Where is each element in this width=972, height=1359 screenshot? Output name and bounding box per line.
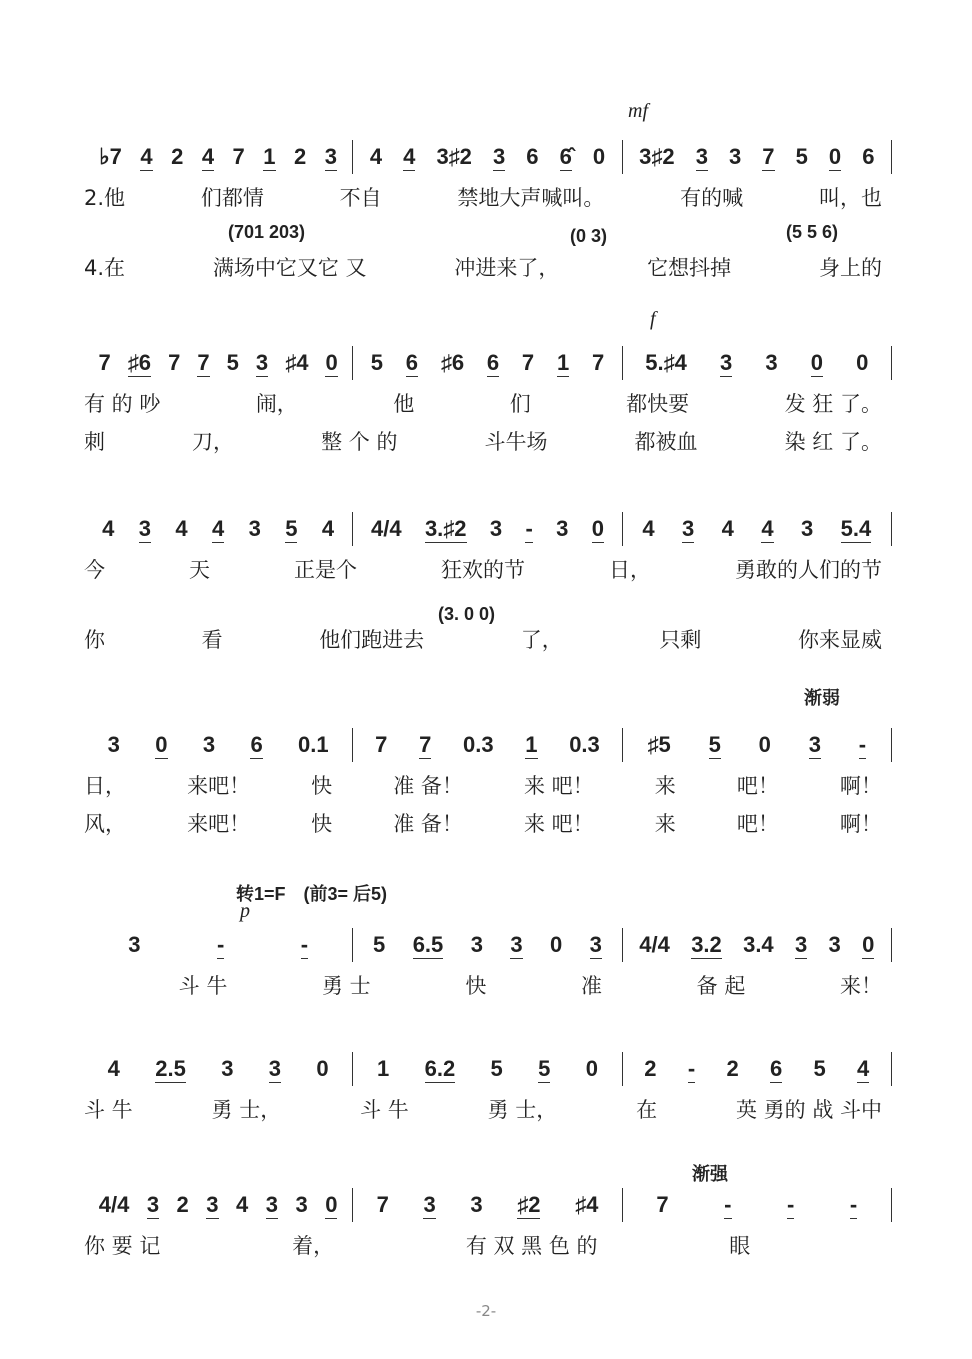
music-system <box>84 346 892 456</box>
lyrics-line <box>84 1094 892 1124</box>
note: 3.4 <box>743 932 774 957</box>
notes-line <box>84 1052 892 1086</box>
note: 0 <box>585 1056 598 1081</box>
notes-line <box>84 512 892 546</box>
lyric-word: 你 要 记 <box>84 1234 161 1258</box>
note: 3 <box>206 1191 219 1217</box>
lyric-word: 斗牛场 <box>484 430 548 454</box>
note: - <box>525 515 533 541</box>
music-system <box>84 1188 892 1260</box>
note: 6 <box>862 144 875 169</box>
lyric-word: 它想抖掉 <box>647 256 732 280</box>
note: - <box>216 931 225 957</box>
music-system <box>84 512 892 654</box>
lyric-word: 英 勇的 战 斗中 <box>735 1098 882 1122</box>
note: ♭7 <box>99 144 122 169</box>
lyric-word: 来 吧！ <box>524 774 594 798</box>
note: 1 <box>263 143 276 169</box>
note: 3 <box>295 1192 308 1217</box>
note: 2.5 <box>155 1055 186 1081</box>
note: 3 <box>248 516 261 541</box>
note: ♯5 <box>647 732 671 757</box>
music-system <box>84 140 892 282</box>
measure <box>353 1188 622 1222</box>
note: 4 <box>212 515 225 541</box>
annotation: 渐强 <box>692 1164 728 1184</box>
note: 4 <box>403 143 416 169</box>
notes-line <box>84 928 892 962</box>
measure <box>84 140 353 174</box>
lyric-word: 今 <box>84 558 105 582</box>
note: 1 <box>377 1056 390 1081</box>
note: 3 <box>808 731 821 757</box>
note: 4/4 <box>98 1192 130 1217</box>
lyric-word: 啊！ <box>839 774 882 798</box>
note: 7 <box>592 350 605 375</box>
lyric-word: 吧！ <box>736 812 779 836</box>
measure <box>623 140 892 174</box>
note: 0 <box>828 143 842 169</box>
note: 3 <box>265 1191 278 1217</box>
measure <box>353 140 622 174</box>
measure <box>353 346 622 380</box>
note: 5 <box>708 731 721 757</box>
lyric-word: 眼 <box>729 1234 751 1258</box>
note: 3 <box>146 1191 160 1217</box>
annotation: 渐弱 <box>804 688 840 708</box>
lyric-word: 染 红 了。 <box>784 430 882 454</box>
lyric-word: 禁地大声喊叫。 <box>457 186 605 210</box>
annotation: 转1=F (前3= 后5) <box>236 884 388 904</box>
note: 0.3 <box>463 732 494 757</box>
lyric-word: 来吧！ <box>187 812 251 836</box>
note: 0.1 <box>298 732 329 757</box>
note: 5.4 <box>840 515 872 541</box>
note: 6 <box>405 349 419 375</box>
note: 3 <box>470 1192 483 1217</box>
note: 3.2 <box>691 931 722 957</box>
lyric-word: 勇 士， <box>487 1098 558 1122</box>
lyric-word: 他 <box>393 392 415 416</box>
measure <box>84 928 353 962</box>
note: 3 <box>107 732 120 757</box>
music-system <box>84 1052 892 1124</box>
note: 3 <box>268 1055 282 1081</box>
lyric-word: 斗 牛 <box>178 974 228 998</box>
lyric-word: 发 狂 了。 <box>784 392 882 416</box>
note: 0 <box>155 731 168 757</box>
note: 4 <box>761 515 774 541</box>
note: 7 <box>197 349 210 375</box>
lyric-word: 准 <box>581 974 602 998</box>
lyric-word: 有 的 吵 <box>84 392 161 416</box>
lyric-word: 快 <box>311 774 333 798</box>
lyric-word: 都快要 <box>626 392 690 416</box>
lyric-word: 斗 牛 <box>84 1098 133 1122</box>
note: 3 <box>138 515 152 541</box>
note: ♯4 <box>575 1192 599 1217</box>
lyric-word: 着， <box>292 1234 335 1258</box>
note: 7 <box>762 143 775 169</box>
music-system <box>84 728 892 838</box>
note: 5 <box>490 1056 503 1081</box>
lyric-word: 只剩 <box>659 628 702 652</box>
note: 3 <box>423 1191 436 1217</box>
lyric-word: 来！ <box>840 974 882 998</box>
music-system <box>84 928 892 1000</box>
note: 2 <box>176 1192 189 1217</box>
note: ♯6 <box>440 350 465 375</box>
note: 4 <box>175 516 188 541</box>
lyric-word: 勇 士 <box>322 974 371 998</box>
measure <box>623 1052 892 1086</box>
note: 6 <box>486 349 500 375</box>
note: - <box>787 1191 795 1217</box>
note: 4 <box>369 144 383 169</box>
page-number: -2- <box>475 1302 497 1320</box>
lyrics-line <box>84 1230 892 1260</box>
note: 4 <box>321 516 335 541</box>
note: 5 <box>285 515 298 541</box>
lyric-word: 4.在 <box>84 256 126 280</box>
note: 7 <box>376 1192 389 1217</box>
lyric-word: 2.他 <box>84 186 126 210</box>
lyric-word: 都被血 <box>634 430 698 454</box>
lyric-word: 日， <box>609 558 651 582</box>
lyric-word: 正是个 <box>294 558 357 582</box>
note: 3 <box>510 931 523 957</box>
lyrics-line <box>84 426 892 456</box>
lyric-word: 有的喊 <box>680 186 744 210</box>
note: 5 <box>538 1055 551 1081</box>
note: 2 <box>294 144 307 169</box>
note: 5 <box>370 350 383 375</box>
note: 0 <box>856 350 869 375</box>
measure <box>353 1052 622 1086</box>
note: - <box>300 931 309 957</box>
lyric-word: 准 备！ <box>393 812 463 836</box>
lyric-word: 快 <box>311 812 333 836</box>
note: 3 <box>828 932 841 957</box>
note: 7 <box>521 350 535 375</box>
note: 2 <box>171 144 184 169</box>
note: 3 <box>589 931 602 957</box>
note: 3 <box>719 349 733 375</box>
lyrics-line <box>84 182 892 212</box>
lyric-word: 来吧！ <box>187 774 251 798</box>
notes-line <box>84 728 892 762</box>
lyric-word: 了， <box>520 628 563 652</box>
measure <box>84 1052 353 1086</box>
measure <box>623 1188 892 1222</box>
note: 5 <box>226 350 239 375</box>
note: 4 <box>201 143 215 169</box>
dynamic-marking: f <box>650 308 656 330</box>
note: 4/4 <box>639 932 670 957</box>
lyric-word: 他们跑进去 <box>319 628 425 652</box>
notes-line <box>84 140 892 174</box>
note: 0 <box>550 932 563 957</box>
note: 3 <box>729 144 742 169</box>
note: 7 <box>375 732 388 757</box>
measure <box>84 346 353 380</box>
note: - <box>849 1191 858 1217</box>
lyric-word: 有 双 黑 色 的 <box>465 1234 598 1258</box>
lyric-word: 刺 <box>84 430 105 454</box>
lyric-word: 备 起 <box>696 974 746 998</box>
lyric-word: 快 <box>465 974 487 998</box>
lyrics-line <box>84 624 892 654</box>
note: 0.3 <box>569 732 600 757</box>
note: 6̂ <box>559 143 572 169</box>
note: 0 <box>325 349 338 375</box>
note: 4/4 <box>371 516 402 541</box>
lyrics-line <box>84 554 892 584</box>
note: 3 <box>202 732 216 757</box>
note: 3 <box>324 143 337 169</box>
note: 6 <box>526 144 539 169</box>
note: 1 <box>525 731 538 757</box>
measure <box>353 512 622 546</box>
note: 3 <box>489 516 503 541</box>
note: 3♯2 <box>639 144 675 169</box>
note: 6 <box>250 731 263 757</box>
note: - <box>724 1191 732 1217</box>
lyric-word: 满场中它又它 又 <box>212 256 367 280</box>
note: 7 <box>168 350 181 375</box>
note: 3 <box>255 349 269 375</box>
note: 4 <box>721 516 734 541</box>
measure <box>623 928 892 962</box>
measure <box>623 512 892 546</box>
note: 4 <box>236 1192 249 1217</box>
annotation: (0 3) <box>570 226 608 246</box>
note: 0 <box>592 144 606 169</box>
annotation: (3. 0 0) <box>438 604 496 624</box>
lyric-word: 不自 <box>339 186 382 210</box>
lyric-word: 叫，也 <box>818 186 882 210</box>
note: 0 <box>862 931 875 957</box>
note: 3 <box>695 143 708 169</box>
notes-line <box>84 346 892 380</box>
lyric-word: 啊！ <box>839 812 882 836</box>
note: 2 <box>644 1056 657 1081</box>
lyric-word: 整 个 的 <box>321 430 398 454</box>
note: 3 <box>221 1056 234 1081</box>
note: 6.5 <box>412 931 444 957</box>
note: 7 <box>98 350 111 375</box>
lyric-word: 冲进来了， <box>454 256 560 280</box>
note: - <box>858 731 867 757</box>
note: 6 <box>769 1055 783 1081</box>
lyric-word: 来 吧！ <box>524 812 594 836</box>
lyric-word: 在 <box>636 1098 658 1122</box>
lyrics-line <box>84 970 892 1000</box>
note: 0 <box>810 349 823 375</box>
lyrics-line <box>84 770 892 800</box>
note: 5 <box>813 1056 826 1081</box>
note: 7 <box>419 731 432 757</box>
lyric-word: 狂欢的节 <box>441 558 525 582</box>
note: 6.2 <box>424 1055 456 1081</box>
annotation: (701 203) <box>228 222 306 242</box>
note: 3 <box>128 932 141 957</box>
note: 3♯2 <box>436 144 472 169</box>
note: - <box>687 1055 696 1081</box>
lyrics-line <box>84 388 892 418</box>
note: 3.♯2 <box>424 515 467 541</box>
lyric-word: 天 <box>189 558 210 582</box>
measure <box>623 346 892 380</box>
note: 4 <box>857 1055 870 1081</box>
measure <box>84 1188 353 1222</box>
note: ♯2 <box>517 1191 541 1217</box>
notes-line <box>84 1188 892 1222</box>
lyric-word: 勇 士， <box>211 1098 282 1122</box>
lyrics-line <box>84 808 892 838</box>
note: 4 <box>102 516 115 541</box>
note: 3 <box>556 516 569 541</box>
note: 4 <box>107 1056 120 1081</box>
lyric-word: 你来显威 <box>797 628 882 652</box>
note: 3 <box>794 931 808 957</box>
dynamic-marking: mf <box>628 100 648 122</box>
note: 4 <box>642 516 655 541</box>
lyric-word: 勇敢的人们的节 <box>735 558 882 582</box>
note: 0 <box>316 1056 329 1081</box>
measure <box>353 728 622 762</box>
lyrics-line <box>84 252 892 282</box>
lyric-word: 来 <box>654 774 676 798</box>
note: 1 <box>556 349 570 375</box>
lyric-word: 准 备！ <box>393 774 463 798</box>
lyric-word: 来 <box>654 812 676 836</box>
note: 7 <box>656 1192 669 1217</box>
lyric-word: 风， <box>84 812 126 836</box>
dynamic-marking: p <box>240 900 250 922</box>
note: 3 <box>470 932 483 957</box>
note: 2 <box>726 1056 739 1081</box>
lyric-word: 们 <box>509 392 531 416</box>
lyric-word: 们都情 <box>200 186 264 210</box>
lyric-word: 看 <box>201 628 223 652</box>
note: 3 <box>800 516 814 541</box>
note: 5 <box>373 932 386 957</box>
note: 3 <box>492 143 506 169</box>
note: ♯6 <box>127 349 152 375</box>
note: 7 <box>232 144 245 169</box>
note: 3 <box>682 515 695 541</box>
lyric-word: 刀， <box>192 430 235 454</box>
note: ♯4 <box>285 350 309 375</box>
note: 0 <box>325 1191 338 1217</box>
lyric-word: 闹， <box>255 392 298 416</box>
measure <box>84 728 353 762</box>
annotation: (5 5 6) <box>786 222 839 242</box>
measure <box>353 928 622 962</box>
measure <box>84 512 353 546</box>
note: 4 <box>140 143 153 169</box>
lyric-word: 身上的 <box>818 256 882 280</box>
note: 0 <box>758 732 771 757</box>
lyric-word: 你 <box>84 628 105 652</box>
note: 3 <box>765 350 778 375</box>
note: 0 <box>591 515 604 541</box>
lyric-word: 吧！ <box>736 774 779 798</box>
note: 5.♯4 <box>645 350 687 375</box>
lyric-word: 日， <box>84 774 126 798</box>
measure <box>623 728 892 762</box>
note: 5 <box>795 144 808 169</box>
lyric-word: 斗 牛 <box>360 1098 409 1122</box>
